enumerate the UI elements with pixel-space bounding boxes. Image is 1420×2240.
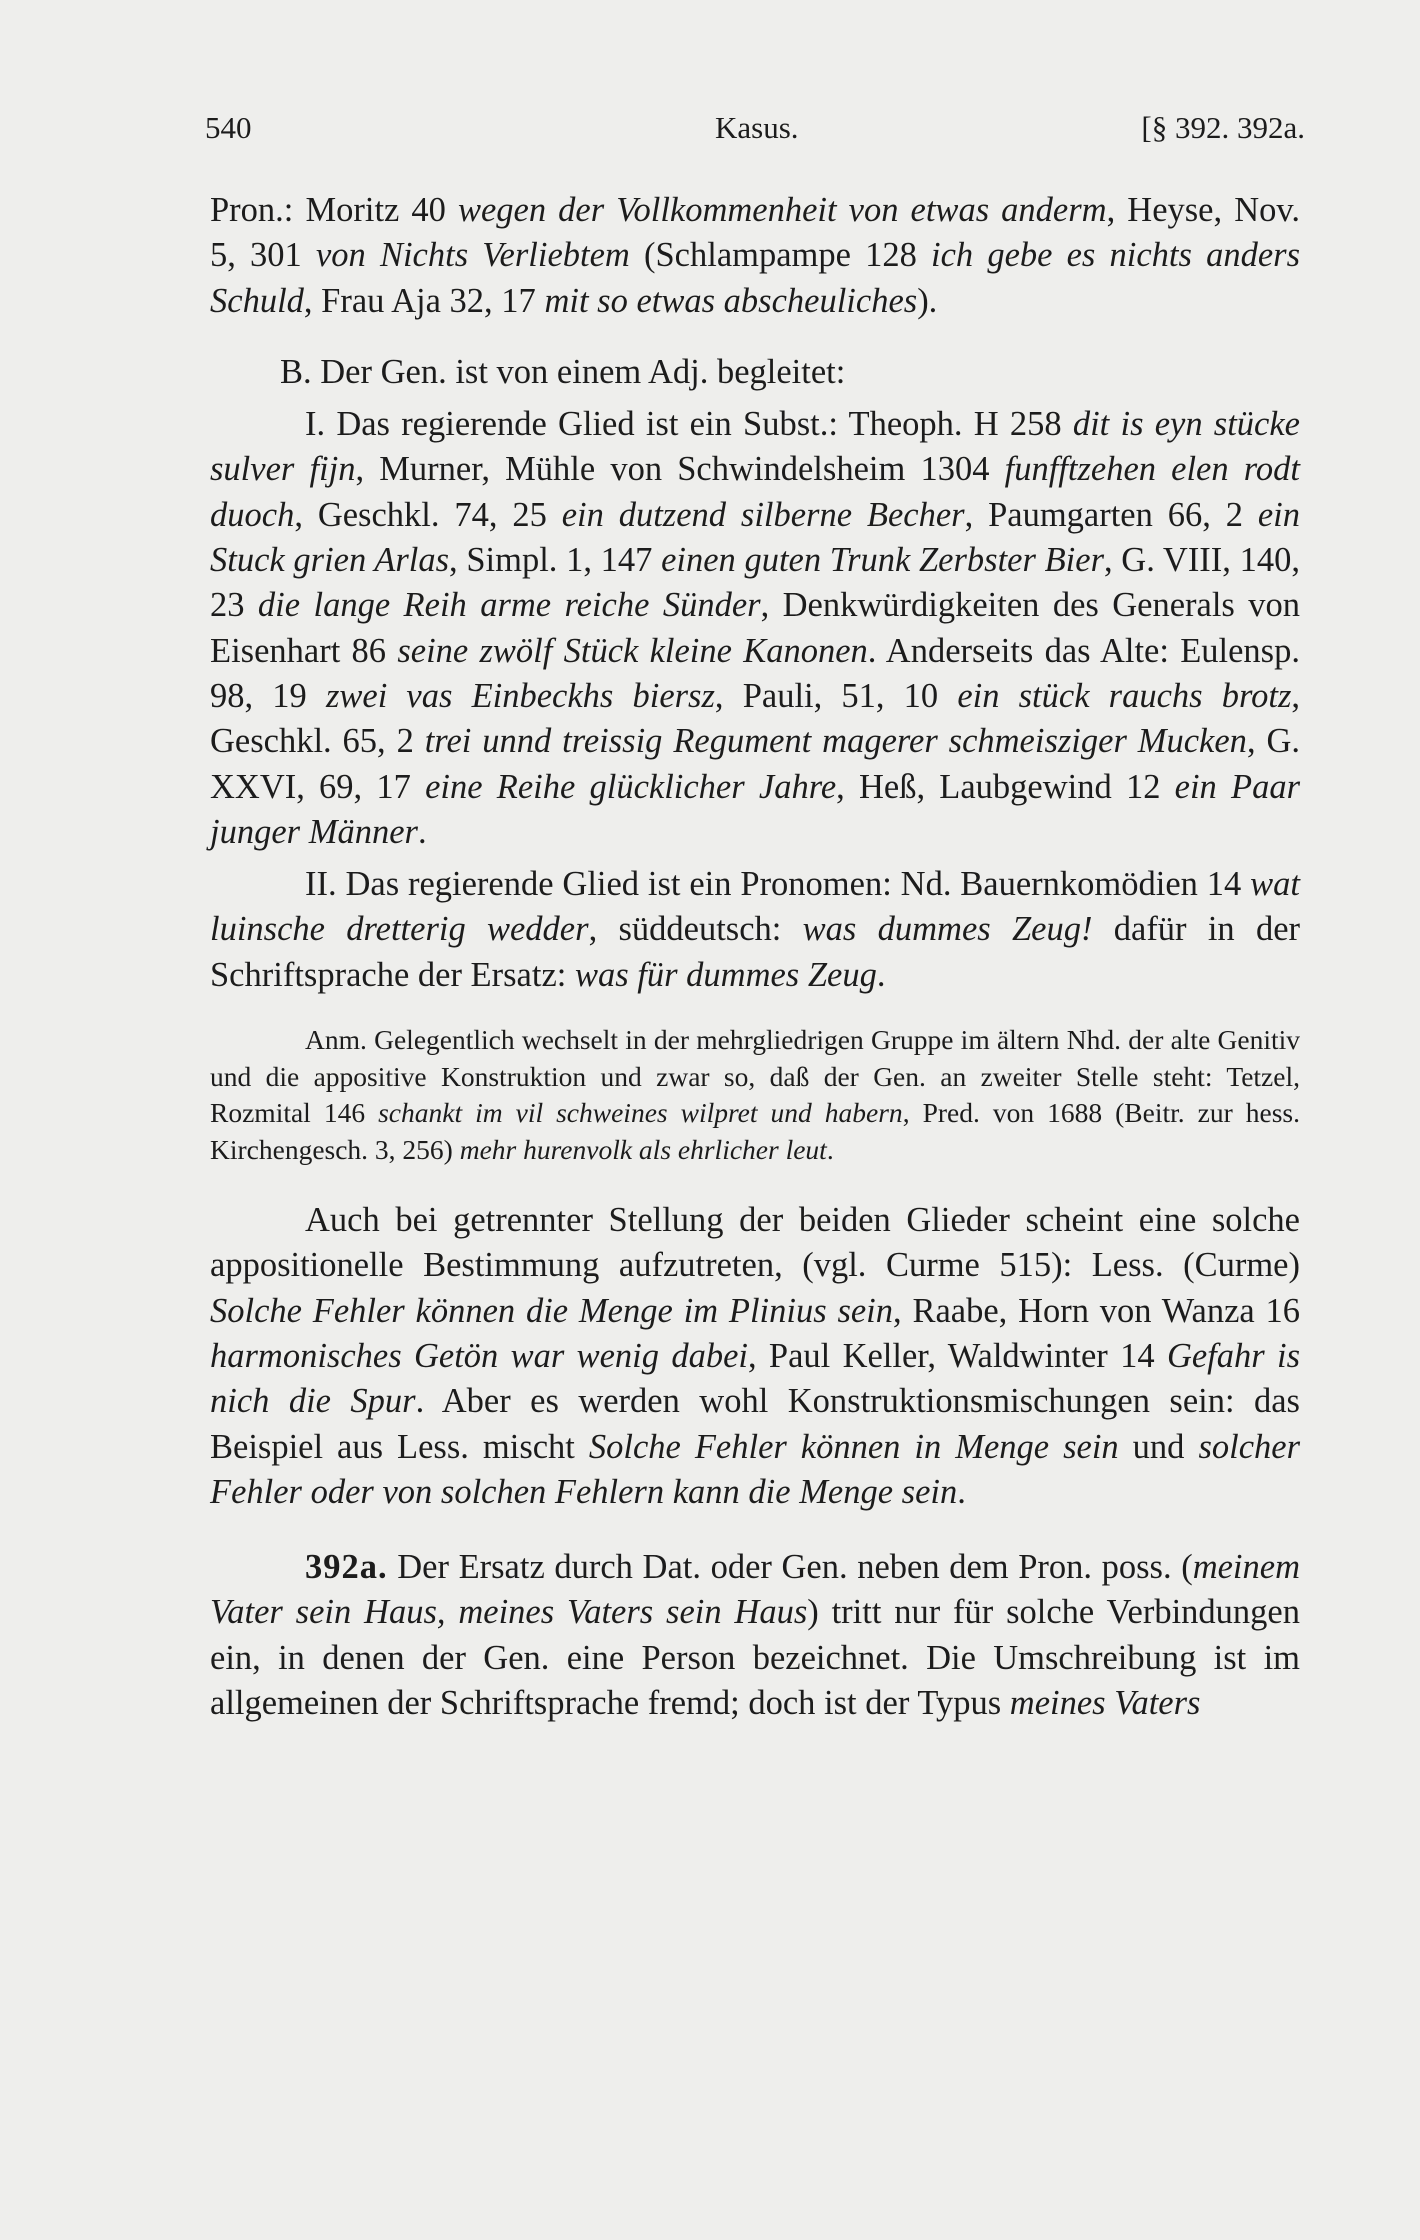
text-run: II. Das regierende Glied ist ein Pronomen: Nd. Bauernkomödien 14	[305, 865, 1251, 904]
section-reference: [§ 392. 392a.	[1141, 110, 1305, 145]
italic-run: einen guten Trunk Zerbster Bier	[661, 541, 1104, 580]
paragraph-392a	[210, 1545, 1300, 1726]
italic-run: ein Stuck grien Arlas	[210, 495, 1300, 580]
text-run: .	[826, 1133, 834, 1165]
text-run: . Anderseits das Alte: Eulensp. 98, 19	[210, 631, 1300, 715]
text-run: Der Ersatz durch Dat. oder Gen. neben dem Pron. poss. (	[387, 1548, 1193, 1587]
annotation-note	[210, 1022, 1300, 1168]
text-run: , Heß, Laubgewind 12	[836, 767, 1175, 806]
italic-run: harmonisches Getön war wenig dabei	[210, 1336, 748, 1375]
text-run: , Geschkl. 74, 25	[294, 495, 562, 534]
heading-b-adjective: B. Der Gen. ist von einem Adj. begleitet:	[280, 352, 846, 391]
text-run: , G. VIII, 140, 23	[210, 541, 1300, 625]
italic-run: trei unnd treissig Regument magerer schmeisziger Mucken	[424, 722, 1247, 761]
italic-run: meines Vaters	[1009, 1684, 1201, 1723]
paragraph-pron-examples	[210, 188, 1300, 324]
italic-run: schankt im vil schweines wilpret und habern	[378, 1097, 903, 1129]
italic-run: dit is eyn stücke sulver fijn	[210, 405, 1300, 489]
italic-run: mehr hurenvolk als ehrlicher leut	[459, 1133, 827, 1165]
italic-run: eine Reihe glücklicher Jahre	[425, 767, 837, 806]
text-run: , Simpl. 1, 147	[449, 541, 662, 580]
text-run: ) tritt nur für solche Verbindungen ein, in denen der Gen. eine Person bezeichnet. Die Umschreibung ist im allgemeinen der Schriftsprache fremd; doch ist der Typus	[210, 1593, 1300, 1723]
italic-run: meinem Vater sein Haus, meines Vaters sein Haus	[210, 1548, 1300, 1632]
text-run: Pron.: Moritz 40	[210, 191, 458, 229]
text-run: .	[417, 812, 427, 851]
text-run: ).	[917, 281, 938, 320]
text-run: , Paumgarten 66, 2	[964, 495, 1258, 534]
text-run: , Pauli, 51, 10	[714, 676, 958, 715]
page-number: 540	[205, 110, 252, 145]
italic-run: wegen der Vollkommenheit von etwas anderm	[457, 191, 1107, 229]
text-run: und	[1118, 1427, 1199, 1466]
page-body	[210, 188, 1300, 1726]
text-run: (Schlampampe 128	[629, 236, 932, 275]
text-run: I. Das regierende Glied ist ein Subst.: Theoph. H 258	[305, 405, 1073, 444]
running-title: Kasus.	[715, 110, 799, 145]
text-run: , Denkwürdigkeiten des Generals von Eisenhart 86	[210, 586, 1300, 670]
text-run: , G. XXVI, 69, 17	[210, 722, 1300, 806]
italic-run: solcher Fehler oder von solchen Fehlern kann die Menge sein	[210, 1427, 1301, 1511]
text-run: Anm. Gelegentlich wechselt in der mehrgliedrigen Gruppe im ältern Nhd. der alte Genitiv und die appositive Konstruktion und zwar so, daß der Gen. an zweiter Stelle steht: Tetzel, Rozmital 146	[210, 1024, 1300, 1129]
text-run: Auch bei getrennter Stellung der beiden Glieder scheint eine solche appositionelle Bestimmung aufzutreten, (vgl. Curme 515): Less. (Curme)	[210, 1201, 1300, 1285]
italic-run: von Nichts Verliebtem	[315, 236, 630, 275]
italic-run: die lange Reih arme reiche Sünder	[257, 586, 761, 625]
text-run: , Paul Keller, Waldwinter 14	[747, 1336, 1167, 1375]
italic-run: zwei vas Einbeckhs biersz	[325, 676, 715, 715]
text-run: , Heyse, Nov. 5, 301	[210, 191, 1300, 275]
text-run: dafür in der Schriftsprache der Ersatz:	[210, 910, 1300, 994]
italic-run: was für dummes Zeug	[574, 955, 877, 994]
text-run: , Frau Aja 32, 17	[303, 281, 545, 320]
italic-run: mit so etwas abscheuliches	[544, 281, 918, 320]
italic-run: ich gebe es nichts anders Schuld	[210, 236, 1301, 320]
text-run: , Raabe, Horn von Wanza 16	[893, 1291, 1301, 1330]
italic-run: ein stück rauchs brotz	[957, 676, 1292, 715]
text-run: .	[876, 955, 886, 994]
text-run: , Geschkl. 65, 2	[210, 676, 1301, 761]
text-run: , Murner, Mühle von Schwindelsheim 1304	[355, 450, 1005, 489]
paragraph-separated-position	[210, 1198, 1300, 1515]
italic-run: Solche Fehler können in Menge sein	[588, 1427, 1119, 1466]
italic-run: Gefahr is nich die Spur	[210, 1336, 1301, 1421]
running-head	[205, 110, 1305, 160]
italic-run: ein Paar junger Männer	[210, 767, 1300, 851]
italic-run: ein dutzend silberne Becher	[561, 495, 965, 534]
italic-run: was dummes Zeug!	[802, 910, 1093, 949]
italic-run: funfftzehen elen rodt duoch	[210, 450, 1300, 534]
paragraph-substantive-governing	[210, 402, 1300, 855]
paragraph-pronoun-governing	[210, 862, 1300, 998]
italic-run: wat luinsche dretterig wedder	[210, 865, 1300, 949]
italic-run: Solche Fehler können die Menge im Plinius sein	[210, 1291, 894, 1330]
italic-run: seine zwölf Stück kleine Kanonen	[397, 631, 868, 670]
text-run: , Pred. von 1688 (Beitr. zur hess. Kirchengesch. 3, 256)	[210, 1097, 1300, 1165]
section-number: 392a.	[305, 1548, 388, 1587]
text-run: . Aber es werden wohl Konstruktionsmischungen sein: das Beispiel aus Less. mischt	[210, 1382, 1300, 1466]
text-run: .	[957, 1472, 966, 1511]
text-run: , süddeutsch:	[588, 910, 803, 949]
